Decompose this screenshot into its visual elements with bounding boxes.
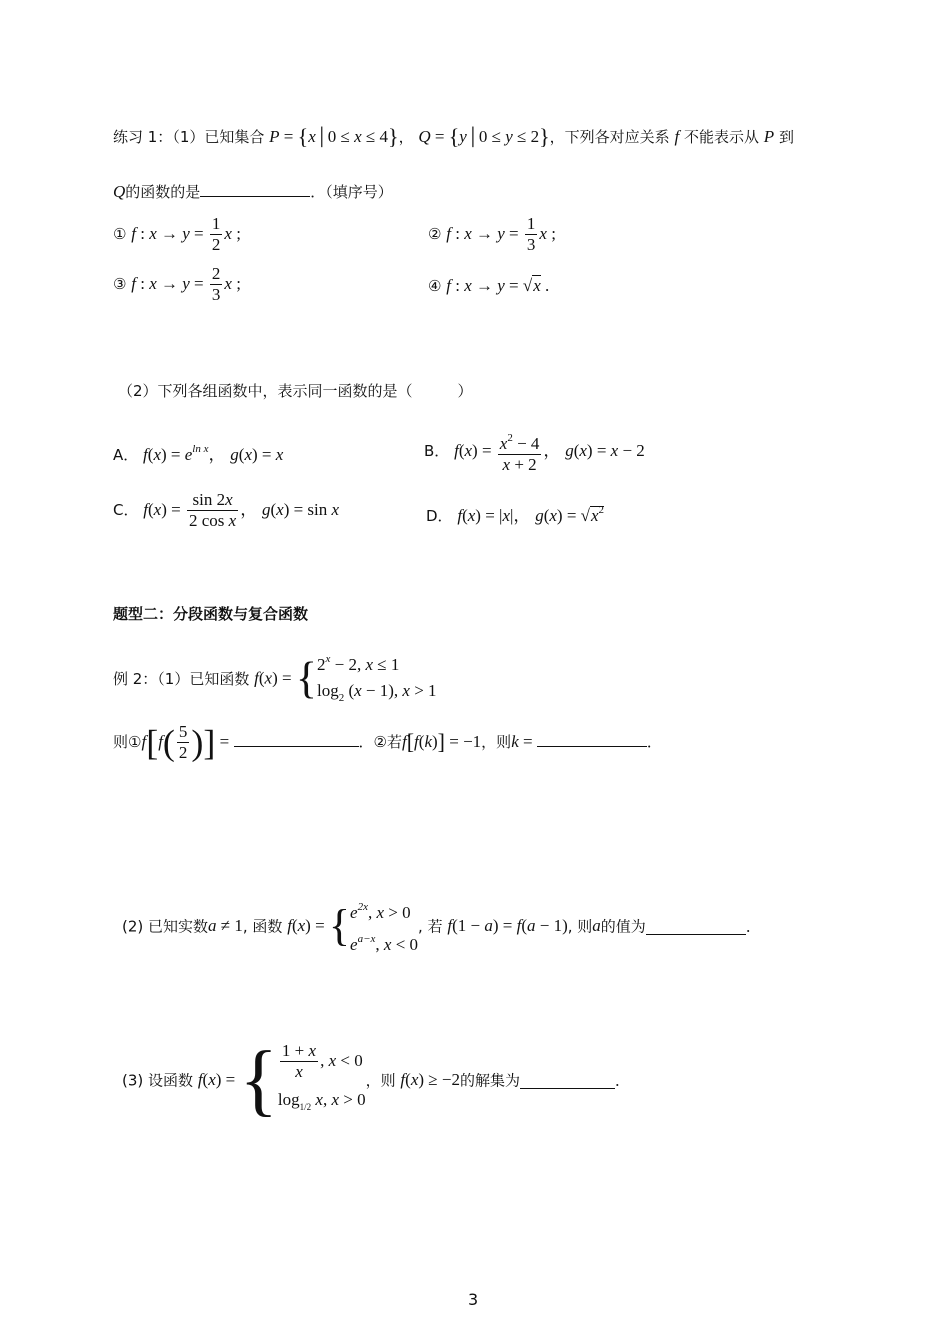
ex1-line2: Q的函数的是 ．（填序号） xyxy=(113,182,393,201)
ex1-line1: 练习 1：（1）已知集合 P = {x│0 ≤ x ≤ 4}， Q = {y│0 ≤ y ≤ 2}，下列各对应关系 f 不能表示从 P 到 xyxy=(113,124,794,149)
ex1-line2-end: ．（填序号） xyxy=(310,183,393,201)
page-number: 3 xyxy=(468,1290,479,1309)
ex1-part1-to: 到 xyxy=(778,128,794,146)
set-q-formula: Q xyxy=(418,127,431,146)
answer-blank-4[interactable] xyxy=(520,1072,615,1089)
ex1-option-2: ② f : x → y = $\frac{1}{3}$ x ; xyxy=(428,214,556,254)
section-title: 题型二：分段函数与复合函数 xyxy=(113,605,309,623)
ex1-option-3: ③ f : x → y = $\frac{2}{3}$ x ; xyxy=(113,264,241,304)
choice-c: C． f(x) = $\frac{\sin 2x}{\text{2 cos x}}$ ， g(x) = sin x xyxy=(113,490,340,530)
answer-blank-1[interactable] xyxy=(234,730,359,747)
ex1-part1-mid: ，下列各对应关系 xyxy=(549,128,670,146)
answer-blank[interactable] xyxy=(200,180,310,197)
ex2-part1-question: 则①f[f( $\frac{5}{2}$ )] = ．②若f[f(k)] = −1，则k = ． xyxy=(113,722,662,763)
ex1-part1-prefix: （1）已知集合 xyxy=(172,128,265,146)
choice-a: A． $f(x) = e^{ln x}$， g(x) = x xyxy=(113,443,284,464)
set-p-formula: P xyxy=(269,127,280,146)
ex2-part1: 例 2：（1）已知函数 f(x) = { $2^x - 2$, x ≤ 1 $\log_2 (x - 1)$, x > 1 xyxy=(113,653,437,704)
ex1-part2: （2）下列各组函数中，表示同一函数的是（ ） xyxy=(118,382,473,400)
choice-b: B． f(x) = $\frac{x^2 - 4}{x + 2}$ ， g(x) = x − 2 xyxy=(424,428,645,475)
answer-blank-2[interactable] xyxy=(537,730,647,747)
ex2-part3: (3) 设函数 f(x) = { $\frac{1 + x}{x}$ , x < 0 $\log_{1/2} x$, x > 0 ，则 f(x) ≥ −2的解集为 ． xyxy=(122,1036,630,1124)
ex1-option-4: ④ f : x → y = √x . xyxy=(428,276,550,295)
ex1-label: 练习 1： xyxy=(113,128,173,146)
choice-d: D． f(x) = |x|， $g(x) = √x^2$ xyxy=(426,504,605,525)
ex1-line2-suffix: 的函数的是 xyxy=(125,183,201,201)
ex1-part1-suffix: 不能表示从 xyxy=(683,128,759,146)
ex1-option-1: ① f : x → y = $\frac{1}{2}$ x ; xyxy=(113,214,241,254)
answer-blank-3[interactable] xyxy=(646,918,746,935)
ex2-part2: (2) 已知实数a ≠ 1, 函数 f(x) = { $e^{2x}$, x > 0 $e^{a-x}$, x < 0 , 若 f(1 − a) = f(a − 1), 则a的值为 ． xyxy=(122,901,761,954)
